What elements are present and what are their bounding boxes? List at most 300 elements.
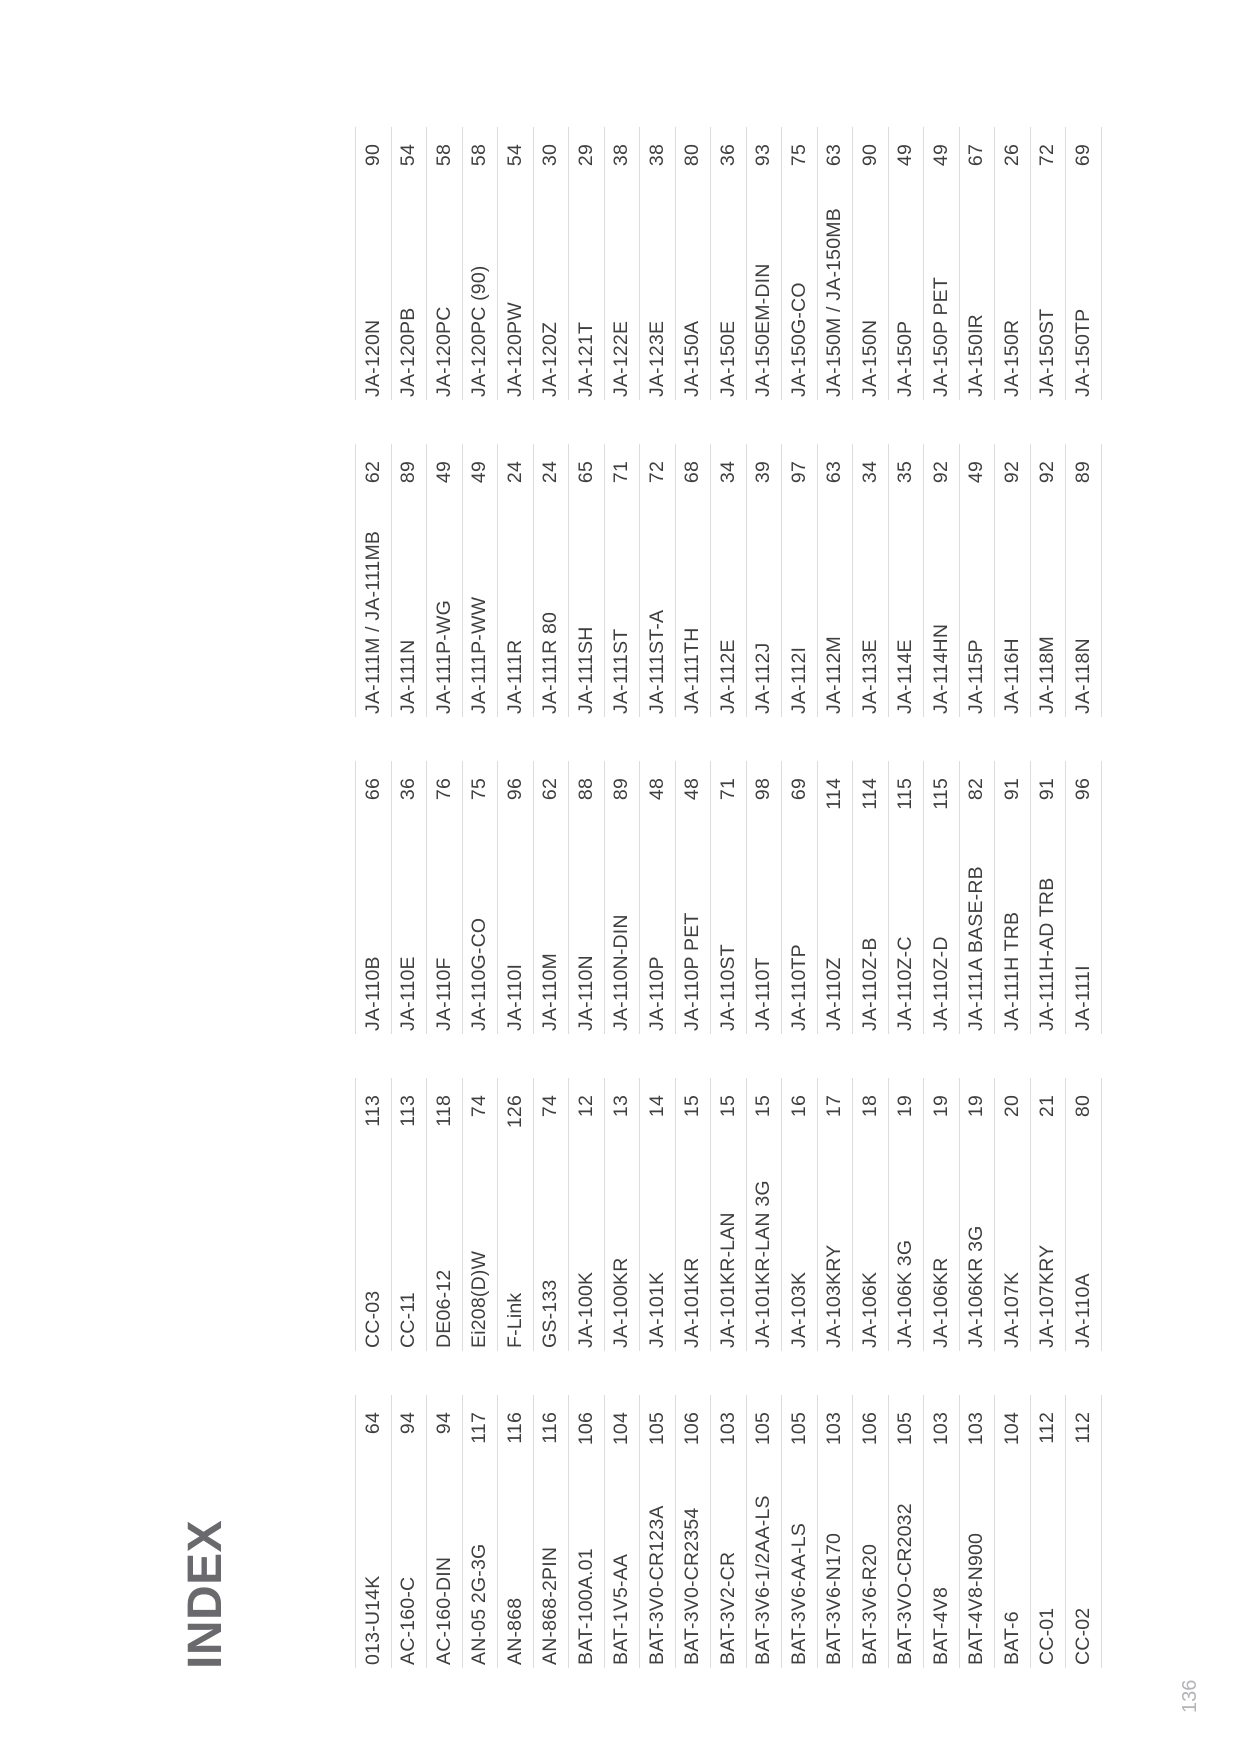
product-code: JA-103KRY — [823, 1244, 845, 1348]
index-entry-row — [675, 127, 711, 400]
page-ref: 65 — [574, 461, 597, 484]
index-entry-row — [533, 1395, 569, 1668]
page-ref: 113 — [361, 1095, 384, 1127]
index-entry-row — [888, 761, 924, 1034]
page-ref: 36 — [397, 778, 419, 801]
index-entry-row — [746, 1395, 782, 1668]
page-ref: 24 — [503, 461, 526, 484]
index-entry-row — [391, 127, 427, 400]
index-entry-row — [746, 127, 782, 400]
product-code: JA-111N — [397, 639, 419, 714]
index-entry-row — [533, 444, 569, 717]
page-ref: 114 — [858, 778, 881, 810]
index-entry-row — [817, 1395, 853, 1668]
product-code: DE06-12 — [432, 1269, 455, 1348]
page-ref: 19 — [929, 1095, 952, 1118]
page-ref: 106 — [858, 1412, 881, 1446]
product-code: JA-115P — [965, 639, 987, 714]
index-entry-row — [568, 1078, 604, 1351]
page-ref: 26 — [1000, 144, 1023, 167]
product-code: JA-101K — [645, 1271, 668, 1348]
product-code: JA-110F — [432, 957, 455, 1031]
page-ref: 24 — [539, 461, 561, 484]
page-ref: 80 — [681, 144, 703, 167]
product-code: JA-120Z — [539, 321, 561, 397]
page-ref: 105 — [752, 1412, 774, 1446]
page-ref: 74 — [539, 1095, 561, 1118]
page-ref: 21 — [1036, 1095, 1058, 1118]
product-code: JA-150E — [716, 320, 739, 397]
index-entry-row — [994, 1078, 1030, 1351]
index-entry-row — [639, 761, 675, 1034]
index-entry-row — [746, 444, 782, 717]
product-code: AN-868-2PIN — [539, 1546, 561, 1665]
product-code: JA-150ST — [1036, 308, 1058, 397]
page-ref: 19 — [965, 1095, 987, 1118]
product-code: JA-111I — [1071, 965, 1094, 1031]
product-code: BAT-3V6-AA-LS — [787, 1522, 810, 1665]
page-ref: 49 — [432, 461, 455, 484]
index-entry-row — [639, 127, 675, 400]
index-entry-row — [746, 1078, 782, 1351]
index-entry-row — [533, 1078, 569, 1351]
page-ref: 71 — [716, 778, 739, 801]
page-ref: 116 — [539, 1412, 561, 1444]
index-entry-row — [497, 1395, 533, 1668]
product-code: JA-121T — [574, 321, 597, 397]
page-ref: 94 — [432, 1412, 455, 1435]
product-code: JA-112I — [787, 646, 810, 714]
page-ref: 12 — [574, 1095, 597, 1118]
index-entry-row — [817, 761, 853, 1034]
page-ref: 106 — [574, 1412, 597, 1446]
index-entry-row — [888, 1078, 924, 1351]
page-ref: 68 — [681, 461, 703, 484]
page-ref: 90 — [858, 144, 881, 167]
index-entry-row — [959, 1395, 995, 1668]
product-code: 013-U14K — [361, 1575, 384, 1665]
product-code: JA-101KR-LAN — [716, 1212, 739, 1348]
page-ref: 96 — [503, 778, 526, 801]
product-code: CC-11 — [397, 1292, 419, 1348]
product-code: JA-112J — [752, 642, 774, 714]
page-ref: 18 — [858, 1095, 881, 1118]
product-code: Ei208(D)W — [468, 1250, 490, 1348]
page-ref: 92 — [929, 461, 952, 484]
product-code: JA-110TP — [787, 944, 810, 1031]
page-ref: 116 — [503, 1412, 526, 1444]
product-code: JA-110I — [503, 963, 526, 1031]
index-entry-row — [994, 761, 1030, 1034]
page-ref: 19 — [894, 1095, 916, 1118]
product-code: BAT-4V8 — [929, 1587, 952, 1665]
product-code: BAT-4V8-N900 — [965, 1532, 987, 1665]
page-ref: 39 — [752, 461, 774, 484]
page-ref: 58 — [468, 144, 490, 167]
page-ref: 103 — [965, 1412, 987, 1446]
product-code: JA-110N — [574, 955, 597, 1031]
index-entry-row — [462, 127, 498, 400]
product-code: AN-868 — [503, 1597, 526, 1665]
index-entry-row — [391, 1395, 427, 1668]
page-ref: 112 — [1071, 1412, 1094, 1444]
index-entry-row — [355, 127, 391, 400]
product-code: JA-111R — [503, 639, 526, 714]
product-code: JA-120PB — [397, 307, 419, 397]
index-entry-row — [710, 1078, 746, 1351]
page-ref: 69 — [1071, 144, 1094, 167]
product-code: JA-110N-DIN — [610, 914, 632, 1031]
index-entry-row — [781, 761, 817, 1034]
index-entry-row — [1065, 1078, 1101, 1351]
product-code: BAT-3V6-R20 — [858, 1543, 881, 1665]
page-ref: 54 — [503, 144, 526, 167]
index-entry-row — [497, 761, 533, 1034]
page-ref: 20 — [1000, 1095, 1023, 1118]
index-entry-row — [675, 444, 711, 717]
index-entry-row — [888, 444, 924, 717]
product-code: JA-101KR-LAN 3G — [752, 1180, 774, 1348]
index-entry-row — [604, 1395, 640, 1668]
product-code: F-Link — [503, 1292, 526, 1348]
index-entry-row — [639, 1395, 675, 1668]
index-entry-row — [746, 761, 782, 1034]
index-entry-row — [959, 444, 995, 717]
page-ref: 80 — [1071, 1095, 1094, 1118]
index-entry-row — [852, 1078, 888, 1351]
page-ref: 117 — [468, 1412, 490, 1444]
index-entry-row — [817, 444, 853, 717]
page-ref: 49 — [965, 461, 987, 484]
page-ref: 34 — [716, 461, 739, 484]
page-ref: 66 — [361, 778, 384, 801]
page-ref: 113 — [397, 1095, 419, 1127]
page-ref: 98 — [752, 778, 774, 801]
page-ref: 14 — [645, 1095, 668, 1118]
page-ref: 89 — [1071, 461, 1094, 484]
index-entry-row — [852, 444, 888, 717]
index-entry-row — [994, 444, 1030, 717]
product-code: BAT-3V2-CR — [716, 1551, 739, 1665]
index-entry-row — [1065, 127, 1101, 400]
index-entry-row — [426, 1078, 462, 1351]
index-entry-row — [817, 127, 853, 400]
index-entry-row — [568, 127, 604, 400]
product-code: JA-100K — [574, 1271, 597, 1348]
product-code: CC-01 — [1036, 1607, 1058, 1665]
index-entry-row — [781, 1395, 817, 1668]
page-ref: 16 — [787, 1095, 810, 1118]
page-ref: 104 — [1000, 1412, 1023, 1446]
product-code: JA-106KR — [929, 1257, 952, 1348]
page-ref: 72 — [645, 461, 668, 484]
page-ref: 90 — [361, 144, 384, 167]
page-ref: 92 — [1000, 461, 1023, 484]
page-ref: 103 — [823, 1412, 845, 1446]
index-entry-row — [959, 127, 995, 400]
product-code: JA-110ST — [716, 944, 739, 1031]
page-ref: 62 — [361, 461, 384, 484]
page-ref: 106 — [681, 1412, 703, 1446]
product-code: JA-103K — [787, 1271, 810, 1348]
page-ref: 69 — [787, 778, 810, 801]
page-ref: 112 — [1036, 1412, 1058, 1444]
page-number: 136 — [1179, 1679, 1201, 1713]
product-code: JA-111P-WW — [468, 596, 490, 714]
page-ref: 48 — [681, 778, 703, 801]
product-code: BAT-3V0-CR123A — [645, 1505, 668, 1665]
product-code: BAT-1V5-AA — [610, 1553, 632, 1665]
index-entry-row — [391, 1078, 427, 1351]
product-code: BAT-3VO-CR2032 — [894, 1503, 916, 1665]
page-ref: 63 — [823, 461, 845, 484]
page-ref: 29 — [574, 144, 597, 167]
page-ref: 62 — [539, 778, 561, 801]
index-entry-row — [533, 761, 569, 1034]
product-code: JA-114HN — [929, 623, 952, 714]
index-entry-row — [710, 444, 746, 717]
product-code: AC-160-DIN — [432, 1556, 455, 1665]
product-code: AN-05 2G-3G — [468, 1543, 490, 1665]
index-entry-row — [497, 1078, 533, 1351]
page-ref: 93 — [752, 144, 774, 167]
product-code: JA-111H TRB — [1000, 911, 1023, 1031]
index-entry-row — [604, 444, 640, 717]
page-ref: 103 — [716, 1412, 739, 1446]
page-ref: 89 — [610, 778, 632, 801]
product-code: JA-110E — [397, 956, 419, 1031]
page-ref: 15 — [681, 1095, 703, 1118]
page-ref: 96 — [1071, 778, 1094, 801]
page-ref: 58 — [432, 144, 455, 167]
index-entry-row — [426, 761, 462, 1034]
page-ref: 64 — [361, 1412, 384, 1435]
page-ref: 82 — [965, 778, 987, 801]
product-code: JA-111ST — [610, 628, 632, 714]
product-code: JA-111SH — [574, 626, 597, 714]
index-entry-row — [959, 1078, 995, 1351]
page-ref: 91 — [1036, 778, 1058, 801]
index-entry-row — [923, 1078, 959, 1351]
index-entry-row — [923, 1395, 959, 1668]
page-ref: 91 — [1000, 778, 1023, 801]
page-title: INDEX — [179, 1519, 232, 1669]
product-code: JA-120PC (90) — [468, 265, 490, 397]
product-code: JA-150EM-DIN — [752, 263, 774, 397]
index-entry-row — [355, 1395, 391, 1668]
page-ref: 105 — [645, 1412, 668, 1446]
product-code: JA-101KR — [681, 1257, 703, 1348]
product-code: BAT-3V6-1/2AA-LS — [752, 1495, 774, 1665]
index-entry-row — [426, 1395, 462, 1668]
page-ref: 89 — [397, 461, 419, 484]
product-code: JA-122E — [610, 320, 632, 397]
index-entry-row — [710, 761, 746, 1034]
page-ref: 105 — [894, 1412, 916, 1446]
product-code: JA-107KRY — [1036, 1244, 1058, 1348]
product-code: JA-111A BASE-RB — [965, 866, 987, 1031]
index-entry-row — [710, 1395, 746, 1668]
page-ref: 15 — [716, 1095, 739, 1118]
index-entry-row — [604, 127, 640, 400]
index-entry-row — [462, 1078, 498, 1351]
index-entry-row — [852, 1395, 888, 1668]
product-code: JA-107K — [1000, 1271, 1023, 1348]
page-ref: 49 — [929, 144, 952, 167]
product-code: BAT-6 — [1000, 1611, 1023, 1665]
product-code: JA-150TP — [1071, 308, 1094, 397]
index-entry-row — [604, 1078, 640, 1351]
product-code: JA-150M / JA-150MB — [823, 208, 845, 397]
product-code: JA-120PC — [432, 306, 455, 397]
product-code: JA-111ST-A — [645, 609, 668, 714]
page-ref: 76 — [432, 778, 455, 801]
page-ref: 36 — [716, 144, 739, 167]
index-entry-row — [1030, 1395, 1066, 1668]
product-code: JA-123E — [645, 320, 668, 397]
index-entry-row — [462, 761, 498, 1034]
index-entry-row — [923, 444, 959, 717]
product-code: JA-150G-CO — [787, 282, 810, 397]
product-code: CC-03 — [361, 1290, 384, 1348]
page-ref: 35 — [894, 461, 916, 484]
product-code: JA-110G-CO — [468, 917, 490, 1031]
product-code: JA-100KR — [610, 1257, 632, 1348]
product-code: AC-160-C — [397, 1576, 419, 1665]
index-entry-row — [675, 1395, 711, 1668]
page-ref: 92 — [1036, 461, 1058, 484]
index-entry-row — [391, 444, 427, 717]
product-code: JA-150A — [681, 320, 703, 397]
product-code: JA-110Z-B — [858, 937, 881, 1031]
page-ref: 38 — [645, 144, 668, 167]
index-entry-row — [710, 127, 746, 400]
index-entry-row — [604, 761, 640, 1034]
page-ref: 88 — [574, 778, 597, 801]
page-ref: 54 — [397, 144, 419, 167]
index-entry-row — [994, 1395, 1030, 1668]
page-ref: 34 — [858, 461, 881, 484]
index-entry-row — [426, 444, 462, 717]
index-entry-row — [959, 761, 995, 1034]
index-entry-row — [533, 127, 569, 400]
page-ref: 104 — [610, 1412, 632, 1446]
product-code: JA-106K 3G — [894, 1239, 916, 1348]
product-code: GS-133 — [539, 1279, 561, 1348]
index-entry-row — [817, 1078, 853, 1351]
product-code: JA-118M — [1036, 636, 1058, 714]
index-entry-row — [994, 127, 1030, 400]
product-code: JA-110T — [752, 957, 774, 1031]
product-code: JA-111R 80 — [539, 611, 561, 714]
index-column-1 — [355, 1395, 1102, 1668]
product-code: BAT-3V6-N170 — [823, 1532, 845, 1665]
page-ref: 74 — [468, 1095, 490, 1118]
index-entry-row — [1030, 444, 1066, 717]
index-column-2 — [355, 1078, 1102, 1351]
index-entry-row — [675, 1078, 711, 1351]
page-ref: 94 — [397, 1412, 419, 1435]
index-entry-row — [1030, 761, 1066, 1034]
index-entry-row — [639, 1078, 675, 1351]
product-code: JA-110P PET — [681, 912, 703, 1031]
product-code: JA-112E — [716, 639, 739, 714]
page-ref: 71 — [610, 461, 632, 484]
product-code: JA-111TH — [681, 627, 703, 714]
product-code: JA-150N — [858, 319, 881, 397]
product-code: BAT-100A.01 — [574, 1548, 597, 1665]
page-ref: 75 — [787, 144, 810, 167]
product-code: BAT-3V0-CR2354 — [681, 1507, 703, 1665]
index-entry-row — [497, 444, 533, 717]
index-entry-row — [355, 1078, 391, 1351]
page-ref: 103 — [929, 1412, 952, 1446]
product-code: JA-150P PET — [929, 277, 952, 397]
page-ref: 72 — [1036, 144, 1058, 167]
index-entry-row — [781, 444, 817, 717]
page-ref: 13 — [610, 1095, 632, 1118]
page-ref: 97 — [787, 461, 810, 484]
index-entry-row — [1065, 444, 1101, 717]
product-code: JA-110B — [361, 956, 384, 1031]
page-ref: 17 — [823, 1095, 845, 1118]
page-ref: 115 — [894, 778, 916, 810]
index-entry-row — [1065, 1395, 1101, 1668]
product-code: JA-106KR 3G — [965, 1225, 987, 1348]
index-entry-row — [888, 127, 924, 400]
index-entry-row — [1030, 1078, 1066, 1351]
index-column-3 — [355, 761, 1102, 1034]
page-ref: 63 — [823, 144, 845, 167]
index-entry-row — [391, 761, 427, 1034]
index-entry-row — [888, 1395, 924, 1668]
product-code: JA-110M — [539, 953, 561, 1031]
product-code: JA-106K — [858, 1271, 881, 1348]
product-code: JA-110Z-C — [894, 936, 916, 1031]
product-code: JA-111M / JA-111MB — [361, 530, 384, 714]
product-code: JA-111H-AD TRB — [1036, 877, 1058, 1031]
page-ref: 115 — [929, 778, 952, 810]
index-entry-row — [355, 444, 391, 717]
page-ref: 49 — [468, 461, 490, 484]
index-entry-row — [497, 127, 533, 400]
product-code: JA-150R — [1000, 319, 1023, 397]
product-code: JA-110P — [645, 956, 668, 1031]
index-entry-row — [781, 1078, 817, 1351]
index-entry-row — [1065, 761, 1101, 1034]
index-entry-row — [568, 444, 604, 717]
page-ref: 67 — [965, 144, 987, 167]
product-code: JA-110Z-D — [929, 936, 952, 1031]
page-ref: 118 — [432, 1095, 455, 1127]
page-ref: 114 — [823, 778, 845, 810]
index-entry-row — [568, 1395, 604, 1668]
index-column-5 — [355, 127, 1102, 400]
product-code: JA-112M — [823, 636, 845, 714]
page-ref: 49 — [894, 144, 916, 167]
index-entry-row — [781, 127, 817, 400]
page-ref: 105 — [787, 1412, 810, 1446]
index-column-4 — [355, 444, 1102, 717]
product-code: JA-113E — [858, 639, 881, 714]
product-code: JA-118N — [1071, 638, 1094, 714]
index-entry-row — [852, 761, 888, 1034]
index-entry-row — [923, 761, 959, 1034]
product-code: JA-120N — [361, 319, 384, 397]
index-entry-row — [852, 127, 888, 400]
page-ref: 75 — [468, 778, 490, 801]
page-ref: 38 — [610, 144, 632, 167]
